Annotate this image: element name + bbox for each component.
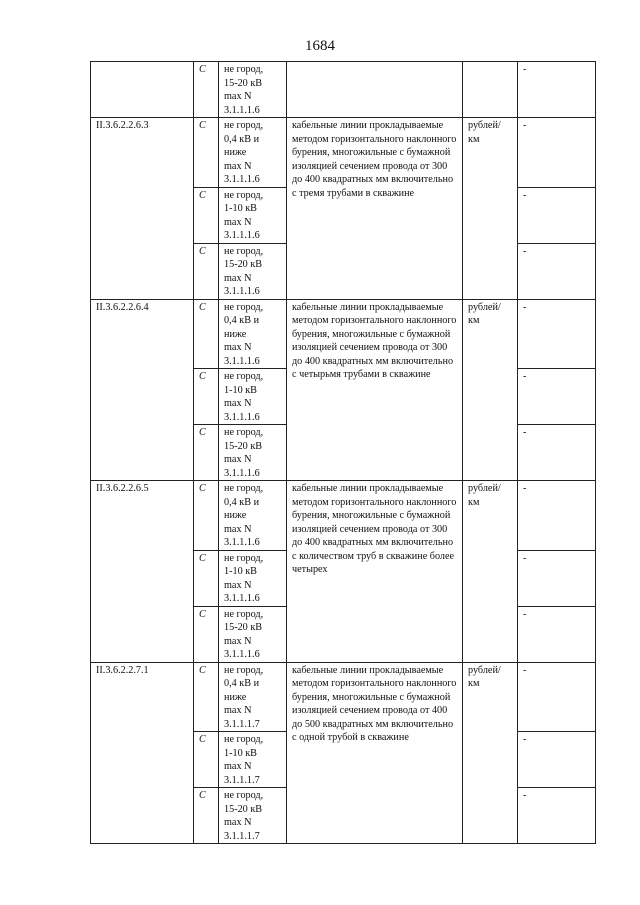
item-unit: рублей/ км	[468, 483, 501, 508]
value-dash: -	[523, 189, 527, 201]
condition-line: max N	[224, 454, 252, 465]
value-dash: -	[523, 483, 527, 494]
condition-line: 1-10 кВ	[224, 566, 257, 577]
condition-line: не город,	[224, 371, 264, 382]
value-cell	[518, 243, 596, 299]
condition-line: не город,	[224, 64, 264, 75]
category-label: С	[199, 301, 206, 313]
item-description: кабельные линии прокладываемые методом горизонтального наклонного бурения, многожильные с бумажной изоляцией сечением провода от 400 до 500 квадратных мм включительно с одной трубой в скважине	[292, 664, 457, 743]
item-code: II.3.6.2.2.6.5	[96, 483, 149, 494]
condition-line: max N	[224, 216, 252, 228]
category-cell	[194, 369, 219, 425]
condition-line: 15-20 кВ	[224, 259, 263, 270]
condition-cell	[219, 732, 287, 788]
value-dash: -	[523, 371, 527, 382]
value-cell	[518, 425, 596, 481]
condition-line: 0,4 кВ и	[224, 496, 260, 508]
category-cell	[194, 187, 219, 243]
code-cell	[91, 662, 194, 844]
category-cell	[194, 118, 219, 188]
category-cell	[194, 788, 219, 844]
condition-line: 3.1.1.1.6	[224, 174, 260, 185]
value-cell	[518, 118, 596, 188]
condition-line: 3.1.1.1.7	[224, 830, 260, 842]
item-description: кабельные линии прокладываемые методом горизонтального наклонного бурения, многожильные с бумажной изоляцией сечением провода от 300 до 400 квадратных мм включительно с количеством труб в скважине более четырех	[292, 483, 457, 575]
value-cell	[518, 369, 596, 425]
condition-line: ниже	[224, 510, 247, 521]
item-description: кабельные линии прокладываемые методом горизонтального наклонного бурения, многожильные с бумажной изоляцией сечением провода от 300 до 400 квадратных мм включительно с тремя трубами в скважине	[292, 120, 457, 199]
category-label: С	[199, 664, 206, 676]
condition-cell	[219, 550, 287, 606]
condition-cell	[219, 425, 287, 481]
table-row	[91, 662, 596, 732]
value-cell	[518, 481, 596, 551]
condition-line: ниже	[224, 147, 247, 158]
condition-line: 3.1.1.1.6	[224, 411, 260, 423]
condition-line: max N	[224, 91, 252, 102]
item-unit: рублей/ км	[468, 301, 501, 326]
tariff-table	[90, 61, 596, 844]
condition-line: max N	[224, 579, 252, 591]
condition-line: 1-10 кВ	[224, 384, 257, 396]
unit-cell	[463, 299, 518, 481]
category-label: С	[199, 64, 206, 75]
item-code: II.3.6.2.2.7.1	[96, 664, 149, 676]
category-cell	[194, 550, 219, 606]
condition-line: max N	[224, 272, 252, 284]
description-cell	[287, 118, 463, 300]
category-label: С	[199, 120, 206, 131]
value-cell	[518, 788, 596, 844]
category-cell	[194, 606, 219, 662]
condition-line: 3.1.1.1.6	[224, 230, 260, 241]
code-cell	[91, 118, 194, 300]
value-dash: -	[523, 64, 527, 75]
value-cell	[518, 606, 596, 662]
condition-cell	[219, 118, 287, 188]
condition-cell	[219, 606, 287, 662]
condition-line: не город,	[224, 552, 264, 564]
table-row	[91, 62, 596, 118]
description-cell	[287, 62, 463, 118]
category-label: С	[199, 734, 206, 745]
condition-cell	[219, 788, 287, 844]
condition-line: не город,	[224, 120, 264, 131]
value-cell	[518, 732, 596, 788]
code-cell	[91, 299, 194, 481]
condition-line: 3.1.1.1.7	[224, 774, 260, 786]
condition-line: max N	[224, 635, 252, 647]
category-cell	[194, 425, 219, 481]
category-cell	[194, 299, 219, 369]
condition-line: не город,	[224, 608, 264, 620]
value-dash: -	[523, 664, 527, 676]
condition-line: 3.1.1.1.6	[224, 355, 260, 367]
condition-line: max N	[224, 160, 252, 172]
condition-line: 3.1.1.1.6	[224, 537, 260, 548]
unit-cell	[463, 481, 518, 663]
category-label: С	[199, 552, 206, 564]
condition-line: не город,	[224, 483, 264, 494]
condition-line: не город,	[224, 664, 264, 676]
item-unit: рублей/ км	[468, 664, 501, 689]
description-cell	[287, 662, 463, 844]
value-dash: -	[523, 245, 527, 257]
description-cell	[287, 481, 463, 663]
value-cell	[518, 62, 596, 118]
condition-line: max N	[224, 761, 252, 772]
condition-line: max N	[224, 523, 252, 535]
condition-cell	[219, 187, 287, 243]
value-dash: -	[523, 734, 527, 745]
category-cell	[194, 62, 219, 118]
item-code: II.3.6.2.2.6.4	[96, 301, 149, 313]
condition-line: 3.1.1.1.6	[224, 593, 260, 604]
category-label: С	[199, 427, 206, 438]
description-cell	[287, 299, 463, 481]
category-cell	[194, 243, 219, 299]
condition-line: не город,	[224, 301, 264, 313]
value-cell	[518, 299, 596, 369]
condition-line: 1-10 кВ	[224, 747, 257, 759]
value-cell	[518, 662, 596, 732]
condition-line: 0,4 кВ и	[224, 678, 260, 689]
condition-line: 15-20 кВ	[224, 622, 263, 633]
unit-cell	[463, 118, 518, 300]
condition-line: 0,4 кВ и	[224, 133, 260, 145]
table-row	[91, 299, 596, 369]
table-row	[91, 118, 596, 188]
value-dash: -	[523, 790, 527, 801]
unit-cell	[463, 62, 518, 118]
condition-line: 1-10 кВ	[224, 203, 257, 214]
condition-cell	[219, 243, 287, 299]
condition-line: не город,	[224, 734, 264, 745]
condition-line: 3.1.1.1.6	[224, 286, 260, 297]
condition-line: 15-20 кВ	[224, 803, 263, 815]
category-cell	[194, 732, 219, 788]
value-dash: -	[523, 301, 527, 313]
item-description: кабельные линии прокладываемые методом горизонтального наклонного бурения, многожильные с бумажной изоляцией сечением провода от 300 до 400 квадратных мм включительно с четырьмя трубами в скважине	[292, 301, 457, 380]
code-cell	[91, 62, 194, 118]
condition-line: не город,	[224, 427, 264, 438]
item-unit: рублей/ км	[468, 120, 501, 145]
condition-line: max N	[224, 705, 252, 716]
value-dash: -	[523, 552, 527, 564]
condition-line: max N	[224, 342, 252, 353]
condition-line: 3.1.1.1.6	[224, 467, 260, 479]
table-row	[91, 481, 596, 551]
value-dash: -	[523, 120, 527, 131]
category-cell	[194, 481, 219, 551]
condition-line: 15-20 кВ	[224, 77, 263, 89]
condition-cell	[219, 662, 287, 732]
condition-cell	[219, 481, 287, 551]
code-cell	[91, 481, 194, 663]
condition-line: 3.1.1.1.6	[224, 104, 260, 116]
page-number: 1684	[305, 38, 335, 54]
condition-cell	[219, 299, 287, 369]
condition-line: 3.1.1.1.6	[224, 649, 260, 660]
value-cell	[518, 550, 596, 606]
condition-line: ниже	[224, 328, 247, 340]
condition-cell	[219, 62, 287, 118]
value-cell	[518, 187, 596, 243]
condition-line: max N	[224, 817, 252, 828]
condition-line: 15-20 кВ	[224, 440, 263, 452]
category-label: С	[199, 189, 206, 201]
item-code: II.3.6.2.2.6.3	[96, 120, 149, 131]
unit-cell	[463, 662, 518, 844]
condition-line: max N	[224, 398, 252, 409]
category-label: С	[199, 608, 206, 620]
condition-cell	[219, 369, 287, 425]
condition-line: ниже	[224, 691, 247, 703]
condition-line: не город,	[224, 189, 264, 201]
value-dash: -	[523, 427, 527, 438]
value-dash: -	[523, 608, 527, 620]
category-label: С	[199, 483, 206, 494]
category-label: С	[199, 245, 206, 257]
condition-line: не город,	[224, 245, 264, 257]
condition-line: 0,4 кВ и	[224, 315, 260, 326]
condition-line: не город,	[224, 790, 264, 801]
category-label: С	[199, 790, 206, 801]
category-label: С	[199, 371, 206, 382]
category-cell	[194, 662, 219, 732]
condition-line: 3.1.1.1.7	[224, 718, 260, 730]
